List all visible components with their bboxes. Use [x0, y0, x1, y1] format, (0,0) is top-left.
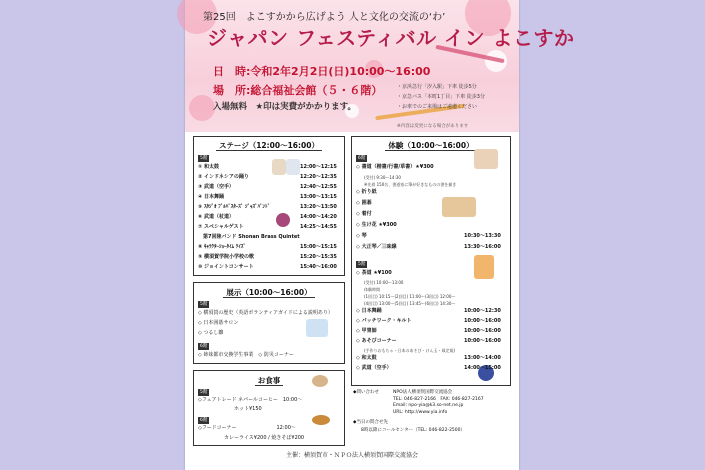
- floor-tag: 5階: [358, 262, 366, 267]
- experience-item-time: 10:00～12:30: [464, 308, 501, 314]
- exhibit-box: [193, 282, 345, 364]
- stage-item-name: ④ 日本舞踊: [198, 194, 224, 200]
- experience-item: [356, 200, 372, 207]
- experience-item-name: ◇ 着付: [356, 211, 372, 217]
- curry-illustration: [312, 415, 330, 425]
- experience-item-time: 13:00～14:00: [464, 355, 501, 361]
- contact-details: [393, 390, 484, 416]
- exhibit-item: ◇ つるし雛: [198, 330, 224, 336]
- experience-item-name: ◇ 生け花 ★¥300: [356, 222, 397, 228]
- contact-line: NPO法人横須賀国際交流協会: [393, 390, 453, 395]
- contact-info: [353, 390, 379, 397]
- stage-item-time: 12:00～12:15: [300, 164, 337, 170]
- stage-item-name: ⑨ 横須賀学院小学校の歌: [198, 254, 254, 260]
- karate-illustration: [286, 159, 300, 175]
- coffee-cup-icon: [312, 375, 328, 387]
- stage-item: [198, 164, 337, 171]
- change-notice: ※内容は変更になる場合があります: [397, 124, 469, 129]
- flyer-page: [185, 0, 575, 470]
- experience-item-time: 13:30～16:00: [464, 244, 501, 250]
- access-line: ・京急バス「本町1丁目」下車 徒歩3分: [397, 94, 485, 100]
- experience-item-name: ◇ 甲冑師: [356, 328, 377, 334]
- access-info: [397, 82, 485, 112]
- go-game-illustration: [442, 197, 476, 217]
- experience-item-time: 14:00～15:00: [464, 365, 501, 371]
- experience-item-name: ◇ パッチワーク・キルト: [356, 318, 412, 324]
- event-title: ジャパン フェスティバル イン よこすか: [207, 26, 575, 50]
- experience-item-name: (4回目) 13:00～(5回目) 13:45～(6回目) 14:30～: [364, 301, 456, 306]
- day-contact-line: 8時以降にコールセンター（TEL: 046-822-2500）: [361, 428, 466, 433]
- experience-item: [356, 244, 501, 251]
- experience-item-time: 10:00～16:00: [464, 338, 501, 344]
- stage-item-time: 13:20～13:50: [300, 204, 337, 210]
- tea-ceremony-illustration: [474, 255, 494, 279]
- floor-tag: 5階: [200, 156, 208, 161]
- experience-item-name: ◇ 和太鼓: [356, 355, 377, 361]
- admission-note: 入場無料 ★印は実費がかかります。: [213, 102, 356, 112]
- stage-item-time: 14:25～14:55: [300, 224, 337, 230]
- experience-item-name: (1回目) 10:15～(2回目) 11:00～(3回目) 12:00～: [364, 294, 456, 299]
- experience-note: [364, 287, 380, 293]
- experience-item: [356, 164, 434, 171]
- experience-item-name: (受付) 10:00～13:00: [364, 280, 404, 285]
- experience-item-time: 10:30～13:30: [464, 233, 501, 239]
- experience-item-name: ※先着 150名、書道家に筆が好きなものの書を描き: [364, 182, 457, 187]
- stage-item: [198, 204, 337, 211]
- floor-tag: 6階: [200, 418, 208, 423]
- exhibit-item: ◇ 日本囲碁サロン: [198, 320, 239, 326]
- stage-item: [198, 264, 337, 271]
- stage-item-name: ⑩ ジョイントコンサート: [198, 264, 254, 270]
- experience-item-name: ◇ 大正琴／三味線: [356, 244, 397, 250]
- experience-item-name: ◇ 日本舞踊: [356, 308, 382, 314]
- coffee-price: ホット¥150: [234, 406, 262, 412]
- event-date: 日 時:令和2年2月2日(日)10:00～16:00: [213, 65, 431, 78]
- stage-item-time: 13:00～13:15: [300, 194, 337, 200]
- stage-item: [198, 174, 337, 181]
- experience-item: [356, 189, 377, 196]
- food-court-item: ◇フードコーナー 12:00～: [198, 425, 296, 431]
- experience-note: [364, 348, 455, 354]
- stage-item: [198, 234, 300, 241]
- event-place: 場 所:総合福祉会館（５・６階）: [213, 84, 383, 97]
- experience-note: [364, 175, 401, 181]
- flyer-header: [185, 0, 575, 132]
- stage-item-name: ⑥ 武道（杖道）: [198, 214, 234, 220]
- experience-item-name: (手作りおもちゃ・日本のあそび・けん玉・凧定規): [364, 348, 456, 353]
- experience-item: [356, 355, 501, 362]
- experience-item: [356, 308, 501, 315]
- experience-item-time: 10:00～16:00: [464, 318, 501, 324]
- experience-item: [356, 222, 397, 229]
- stage-item-time: 15:40～16:00: [300, 264, 337, 270]
- stage-item-time: 12:20～12:35: [300, 174, 337, 180]
- stage-item-name: ⑧ ｷｬﾗｸﾀｰｼｮｰﾀｲﾑ ｸｲｽﾞ: [198, 244, 246, 250]
- experience-item-name: ◇ 茶道 ★¥100: [356, 270, 392, 276]
- stage-item-name: ③ 武道（空手）: [198, 184, 234, 190]
- contact-label: ◆問い合わせ: [353, 390, 379, 395]
- exhibit-title: 展示（10:00～16:00）: [194, 287, 344, 298]
- stage-item-name: 第7回陸バンド Shonan Brass Quintet: [198, 234, 300, 240]
- experience-item: [356, 338, 501, 345]
- experience-note: [364, 280, 403, 286]
- experience-item-name: ◇ 琴: [356, 233, 367, 239]
- experience-item-name: ◇ あそびコーナー: [356, 338, 397, 344]
- contact-line[interactable]: Email: npo-yia@k3.so-net.ne.jp: [393, 403, 464, 409]
- stage-item-time: 14:00～14:20: [300, 214, 337, 220]
- experience-item-time: 10:00～16:00: [464, 328, 501, 334]
- experience-item: [356, 233, 501, 240]
- stage-item-name: ⑦ スペシャルゲスト: [198, 224, 244, 230]
- floor-tag: 5階: [200, 390, 208, 395]
- stage-item: [198, 184, 337, 191]
- organizer: 主催：横須賀市・ＮＰＯ法人横須賀国際交流協会: [285, 452, 418, 459]
- stage-item: [198, 214, 337, 221]
- stage-item-time: 12:40～12:55: [300, 184, 337, 190]
- contact-line: TEL: 046-827-2166 FAX: 046-827-2167: [393, 396, 484, 402]
- fan-illustration: [276, 213, 290, 227]
- stage-item-name: ⑤ ｽﾀｼﾞｵ ﾌﾞﾙﾊﾞｽﾀｰｽﾞ ｼﾞｬｽﾞﾊﾞﾝﾄﾞ: [198, 204, 270, 210]
- experience-item: [356, 318, 501, 325]
- coffee-item: ◇フェアトレード ネパールコーヒー 10:00～: [198, 397, 303, 403]
- floor-tag: 5階: [200, 302, 208, 307]
- experience-item-name: ◇ 武道（空手）: [356, 365, 392, 371]
- access-line: ・京浜急行「汐入駅」下車 徒歩5分: [397, 84, 477, 90]
- exhibit-item: ◇ 横須賀の歴史（英語ボランティアガイドによる説明あり）: [198, 310, 333, 316]
- day-contact-label: ◆当日の問合せ先: [353, 420, 388, 425]
- food-court-price: カレーライス¥200 / 焼きそば¥200: [224, 435, 305, 441]
- stage-item: [198, 224, 337, 231]
- experience-item-name: ◇ 折り紙: [356, 189, 377, 195]
- experience-item-name: ◇ 囲碁: [356, 200, 372, 206]
- stage-item: [198, 254, 337, 261]
- experience-item: [356, 328, 501, 335]
- experience-note: [364, 301, 455, 307]
- exhibit-item: ◇ 姉妹都市交換学生事業 ◇ 防災コーナー: [198, 352, 294, 358]
- access-line: ・お車でのご来場はご遠慮ください: [397, 104, 478, 110]
- experience-item: [356, 211, 372, 218]
- experience-item-name: (受付) 9:30～14:30: [364, 175, 401, 180]
- food-box: [193, 370, 345, 446]
- stage-item: [198, 244, 337, 251]
- experience-item-name: 体験時間: [364, 287, 380, 292]
- stage-item-name: ② インドネシアの踊り: [198, 174, 249, 180]
- decor-flower: [189, 95, 215, 121]
- experience-title: 体験（10:00～16:00）: [352, 140, 510, 151]
- event-subtitle: 第25回 よこすかから広げよう 人と文化の交流の‘わ’: [203, 12, 446, 23]
- drummer-illustration: [272, 159, 286, 175]
- stage-box: [193, 136, 345, 276]
- contact-line[interactable]: URL: http://www.yia.info: [393, 409, 448, 415]
- food-title: お食事: [194, 375, 344, 386]
- experience-item: [356, 270, 392, 277]
- floor-tag: 6階: [200, 344, 208, 349]
- experience-item-name: ◇ 書道（楷書/行書/草書）★¥300: [356, 164, 434, 170]
- experience-note: [364, 294, 455, 300]
- calligraphy-illustration: [474, 149, 498, 169]
- experience-note: [364, 182, 456, 188]
- stage-title: ステージ（12:00～16:00）: [194, 140, 344, 151]
- floor-tag: 6階: [358, 156, 366, 161]
- stage-item-time: 15:00～15:15: [300, 244, 337, 250]
- stage-item-name: ① 和太鼓: [198, 164, 219, 170]
- exhibit-illustration: [306, 319, 328, 337]
- stage-item-time: 15:20～15:35: [300, 254, 337, 260]
- experience-box: [351, 136, 511, 386]
- experience-item: [356, 365, 501, 372]
- stage-item: [198, 194, 337, 201]
